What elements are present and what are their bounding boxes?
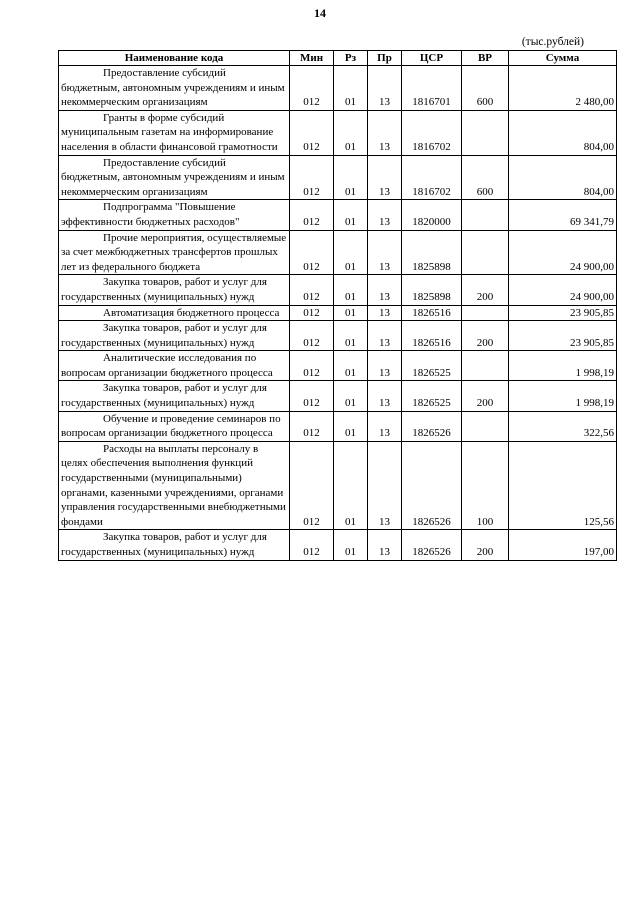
table-row — [59, 110, 617, 155]
row-name: Гранты в форме субсидий муниципальным газетам на информирование населения в области финансовой грамотности — [59, 110, 290, 155]
table-row — [59, 530, 617, 560]
row-sum: 2 480,00 — [509, 66, 617, 111]
table-row — [59, 66, 617, 111]
row-rz: 01 — [334, 275, 368, 305]
row-sum: 125,56 — [509, 441, 617, 530]
header-pr: Пр — [368, 51, 402, 66]
row-sum: 1 998,19 — [509, 381, 617, 411]
row-pr: 13 — [368, 200, 402, 230]
table-row — [59, 441, 617, 530]
row-csr: 1826516 — [402, 321, 462, 351]
row-rz: 01 — [334, 321, 368, 351]
row-vr: 200 — [462, 321, 509, 351]
row-rz: 01 — [334, 200, 368, 230]
row-csr: 1826525 — [402, 381, 462, 411]
row-vr: 200 — [462, 275, 509, 305]
row-sum: 23 905,85 — [509, 321, 617, 351]
row-name: Расходы на выплаты персоналу в целях обеспечения выполнения функций государственными (муниципальными) органами, казенными учреждениями, органами управления государственными внебюджетными фондами — [59, 441, 290, 530]
row-pr: 13 — [368, 110, 402, 155]
row-sum: 1 998,19 — [509, 351, 617, 381]
row-csr: 1825898 — [402, 230, 462, 275]
row-min: 012 — [290, 305, 334, 321]
row-min: 012 — [290, 200, 334, 230]
row-pr: 13 — [368, 441, 402, 530]
row-sum: 322,56 — [509, 411, 617, 441]
row-pr: 13 — [368, 351, 402, 381]
row-name: Аналитические исследования по вопросам организации бюджетного процесса — [59, 351, 290, 381]
row-vr — [462, 230, 509, 275]
table-row — [59, 381, 617, 411]
header-vr: ВР — [462, 51, 509, 66]
row-sum: 197,00 — [509, 530, 617, 560]
row-pr: 13 — [368, 155, 402, 200]
row-vr: 200 — [462, 530, 509, 560]
row-vr: 200 — [462, 381, 509, 411]
row-name: Закупка товаров, работ и услуг для государственных (муниципальных) нужд — [59, 381, 290, 411]
row-min: 012 — [290, 66, 334, 111]
row-rz: 01 — [334, 155, 368, 200]
row-pr: 13 — [368, 66, 402, 111]
table-row — [59, 200, 617, 230]
row-rz: 01 — [334, 230, 368, 275]
page-number: 14 — [314, 6, 326, 20]
row-min: 012 — [290, 155, 334, 200]
row-name: Закупка товаров, работ и услуг для государственных (муниципальных) нужд — [59, 530, 290, 560]
row-vr — [462, 200, 509, 230]
table-header-row — [59, 51, 617, 66]
row-rz: 01 — [334, 351, 368, 381]
row-csr: 1825898 — [402, 275, 462, 305]
row-vr: 600 — [462, 66, 509, 111]
table-row — [59, 321, 617, 351]
header-rz: Рз — [334, 51, 368, 66]
row-sum: 804,00 — [509, 155, 617, 200]
row-sum: 804,00 — [509, 110, 617, 155]
row-min: 012 — [290, 275, 334, 305]
row-rz: 01 — [334, 530, 368, 560]
row-csr: 1826516 — [402, 305, 462, 321]
row-pr: 13 — [368, 321, 402, 351]
row-min: 012 — [290, 411, 334, 441]
row-rz: 01 — [334, 441, 368, 530]
row-pr: 13 — [368, 305, 402, 321]
header-csr: ЦСР — [402, 51, 462, 66]
budget-table — [58, 50, 617, 561]
row-vr: 100 — [462, 441, 509, 530]
row-sum: 24 900,00 — [509, 230, 617, 275]
row-pr: 13 — [368, 275, 402, 305]
table-row — [59, 305, 617, 321]
header-min: Мин — [290, 51, 334, 66]
row-name: Автоматизация бюджетного процесса — [59, 305, 290, 321]
row-csr: 1826526 — [402, 530, 462, 560]
row-vr — [462, 351, 509, 381]
row-csr: 1826525 — [402, 351, 462, 381]
row-csr: 1816702 — [402, 110, 462, 155]
row-name: Закупка товаров, работ и услуг для государственных (муниципальных) нужд — [59, 275, 290, 305]
row-name: Прочие мероприятия, осуществляемые за счет межбюджетных трансфертов прошлых лет из федерального бюджета — [59, 230, 290, 275]
row-sum: 23 905,85 — [509, 305, 617, 321]
row-name: Предоставление субсидий бюджетным, автономным учреждениям и иным некоммерческим организациям — [59, 66, 290, 111]
table-row — [59, 155, 617, 200]
row-name: Обучение и проведение семинаров по вопросам организации бюджетного процесса — [59, 411, 290, 441]
row-csr: 1816701 — [402, 66, 462, 111]
row-rz: 01 — [334, 381, 368, 411]
row-vr — [462, 305, 509, 321]
row-rz: 01 — [334, 66, 368, 111]
table-row — [59, 275, 617, 305]
row-min: 012 — [290, 230, 334, 275]
row-sum: 69 341,79 — [509, 200, 617, 230]
row-csr: 1826526 — [402, 441, 462, 530]
row-pr: 13 — [368, 381, 402, 411]
table-row — [59, 351, 617, 381]
row-min: 012 — [290, 110, 334, 155]
row-pr: 13 — [368, 230, 402, 275]
header-sum: Сумма — [509, 51, 617, 66]
row-min: 012 — [290, 351, 334, 381]
row-name: Закупка товаров, работ и услуг для государственных (муниципальных) нужд — [59, 321, 290, 351]
row-name: Подпрограмма "Повышение эффективности бюджетных расходов" — [59, 200, 290, 230]
row-min: 012 — [290, 321, 334, 351]
units-label: (тыс.рублей) — [521, 36, 584, 48]
row-min: 012 — [290, 441, 334, 530]
row-csr: 1816702 — [402, 155, 462, 200]
row-csr: 1820000 — [402, 200, 462, 230]
row-pr: 13 — [368, 530, 402, 560]
row-vr: 600 — [462, 155, 509, 200]
row-pr: 13 — [368, 411, 402, 441]
row-name: Предоставление субсидий бюджетным, автономным учреждениям и иным некоммерческим организациям — [59, 155, 290, 200]
row-rz: 01 — [334, 110, 368, 155]
row-csr: 1826526 — [402, 411, 462, 441]
row-min: 012 — [290, 381, 334, 411]
row-rz: 01 — [334, 305, 368, 321]
header-name: Наименование кода — [59, 51, 290, 66]
row-vr — [462, 411, 509, 441]
row-min: 012 — [290, 530, 334, 560]
table-row — [59, 411, 617, 441]
table-row — [59, 230, 617, 275]
row-sum: 24 900,00 — [509, 275, 617, 305]
row-vr — [462, 110, 509, 155]
row-rz: 01 — [334, 411, 368, 441]
